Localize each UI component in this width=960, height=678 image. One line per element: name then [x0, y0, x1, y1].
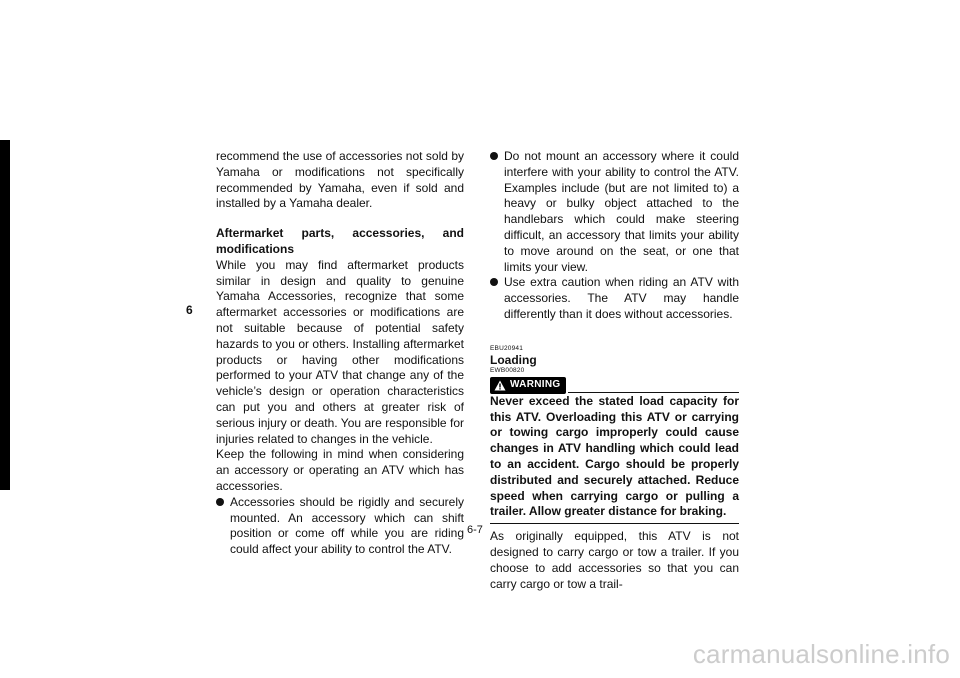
- bullet-icon: [490, 152, 498, 160]
- warning-label: WARNING: [510, 379, 561, 391]
- keep-in-mind-paragraph: Keep the following in mind when considering an accessory or operating an ATV which has accessories.: [216, 447, 464, 493]
- warning-badge: [490, 377, 566, 394]
- left-bullet-list: [216, 495, 464, 558]
- warning-text: Never exceed the stated load capacity for this ATV. Overloading this ATV or carrying or towing cargo improperly could cause changes in ATV handling which could lead to an accident. Cargo should be properly distributed and securely attached. Reduce speed when carrying cargo or pulling a trailer. Allow greater distance for braking.: [490, 393, 739, 519]
- list-item: Accessories should be rigidly and securely mounted. An accessory which can shift position or come off while you are riding could affect your ability to control the ATV.: [216, 495, 464, 558]
- page-number: 6-7: [467, 524, 483, 536]
- warning-rule: [568, 392, 739, 393]
- warning-header: [490, 377, 739, 394]
- list-item: Use extra caution when riding an ATV with accessories. The ATV may handle differently than it does without accessories.: [490, 275, 739, 322]
- section-code: EBU20941: [490, 344, 524, 352]
- aftermarket-heading: Aftermarket parts, accessories, and modifications: [216, 226, 464, 256]
- left-column: [216, 149, 464, 558]
- watermark: carmanualsonline.info: [692, 639, 950, 669]
- right-column: [490, 149, 739, 592]
- bullet-icon: [490, 278, 498, 286]
- chapter-side-tab: [0, 140, 10, 490]
- bullet-icon: [216, 498, 224, 506]
- warning-code: EWB00820: [490, 366, 525, 374]
- loading-paragraph: As originally equipped, this ATV is not designed to carry cargo or tow a trailer. If you choose to add accessories so that you can carry cargo or tow a trail-: [490, 529, 739, 591]
- section-title: Loading: [490, 352, 537, 367]
- right-bullet-list: [490, 149, 739, 323]
- list-item: Do not mount an accessory where it could interfere with your ability to control the ATV. Examples include (but are not limited to) a heavy or bulky object attached to the handlebars which could make steering difficult, an accessory that limits your ability to move around on the seat, or one that limits your view.: [490, 149, 739, 275]
- chapter-number: 6: [186, 303, 193, 317]
- intro-paragraph: recommend the use of accessories not sold by Yamaha or modifications not specifically recommended by Yamaha, even if sold and installed by a Yamaha dealer.: [216, 149, 464, 211]
- aftermarket-paragraph: While you may find aftermarket products similar in design and quality to genuine Yamaha Accessories, recognize that some aftermarket accessories or modifications are not suitable because of potential safety hazards to you or others. Installing aftermarket products or having other modifications performed to your ATV that change any of the vehicle’s design or operation characteristics can put you and others at greater risk of serious injury or death. You are responsible for injuries related to changes in the vehicle.: [216, 257, 464, 446]
- warning-triangle-icon: [494, 380, 506, 391]
- warning-close-rule: [490, 523, 739, 524]
